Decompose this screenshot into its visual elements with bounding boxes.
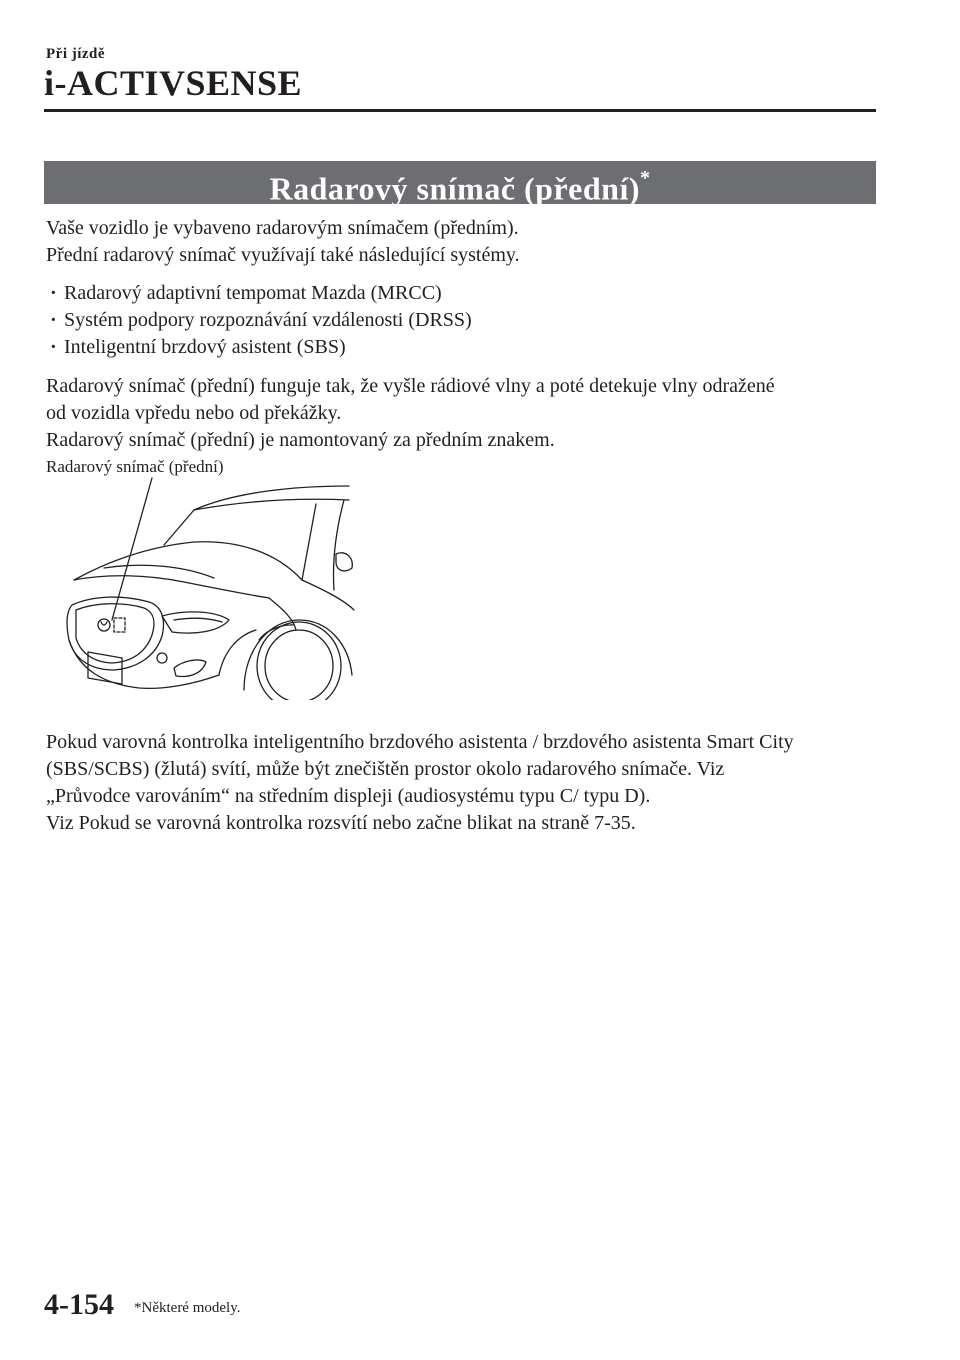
list-item bbox=[50, 334, 346, 361]
footnote: *Některé modely. bbox=[134, 1300, 241, 1316]
list-item bbox=[50, 307, 472, 334]
intro-line-1: Vaše vozidlo je vybaveno radarovým snímačem (předním). bbox=[46, 217, 519, 239]
list-item-label: Inteligentní brzdový asistent (SBS) bbox=[64, 336, 346, 358]
chapter-title: i-ACTIVSENSE bbox=[44, 63, 303, 103]
model-marker: * bbox=[640, 167, 651, 189]
warning-line-2: (SBS/SCBS) (žlutá) svítí, může být znečištěn prostor okolo radarového snímače. Viz bbox=[46, 758, 725, 780]
breadcrumb: Při jízdě bbox=[46, 46, 106, 62]
page-number: 4-154 bbox=[44, 1288, 114, 1321]
section-title-bar bbox=[44, 161, 876, 207]
list-item-label: Radarový adaptivní tempomat Mazda (MRCC) bbox=[64, 282, 442, 304]
warning-line-3: „Průvodce varováním“ na středním displeji (audiosystému typu C/ typu D). bbox=[46, 785, 651, 807]
section-title: Radarový snímač (přední) bbox=[269, 170, 641, 207]
header-divider bbox=[44, 109, 876, 112]
car-front-illustration bbox=[44, 470, 364, 700]
bullet-icon: · bbox=[50, 282, 57, 304]
intro-line-2: Přední radarový snímač využívají také následující systémy. bbox=[46, 244, 520, 266]
description-line-1: Radarový snímač (přední) funguje tak, že vyšle rádiové vlny a poté detekuje vlny odražené bbox=[46, 375, 775, 397]
warning-line-4: Viz Pokud se varovná kontrolka rozsvítí nebo začne blikat na straně 7-35. bbox=[46, 812, 636, 834]
warning-line-1: Pokud varovná kontrolka inteligentního brzdového asistenta / brzdového asistenta Smart City bbox=[46, 731, 794, 753]
figure-caption: Radarový snímač (přední) bbox=[46, 457, 224, 476]
list-item bbox=[50, 280, 442, 307]
list-item-label: Systém podpory rozpoznávání vzdálenosti (DRSS) bbox=[64, 309, 472, 331]
description-line-2: od vozidla vpředu nebo od překážky. bbox=[46, 402, 342, 424]
description-line-3: Radarový snímač (přední) je namontovaný za předním znakem. bbox=[46, 429, 555, 451]
bullet-icon: · bbox=[50, 336, 57, 358]
bullet-icon: · bbox=[50, 309, 57, 331]
